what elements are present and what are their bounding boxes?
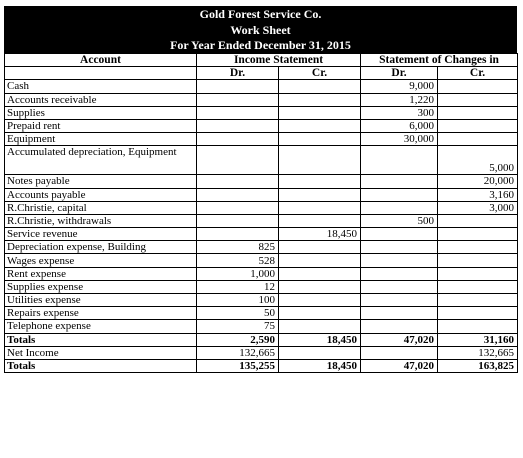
is-dr-header: Dr. [197,67,279,80]
sc-dr-cell [361,267,438,280]
account-cell: Accumulated depreciation, Equipment [5,146,197,175]
sc-dr-cell [361,254,438,267]
sc-cr-cell [438,254,518,267]
account-cell: Rent expense [5,267,197,280]
sc-cr-cell [438,93,518,106]
is-dr-cell: 825 [197,241,279,254]
is-cr-cell [279,146,361,175]
worksheet [4,6,517,373]
is-cr-cell: 18,450 [279,359,361,372]
table-row [5,254,518,267]
table-row [5,175,518,188]
sc-cr-cell [438,119,518,132]
is-cr-cell [279,307,361,320]
sc-cr-cell: 3,160 [438,188,518,201]
is-cr-cell [279,175,361,188]
account-cell: Service revenue [5,228,197,241]
table-row [5,307,518,320]
is-dr-cell [197,80,279,93]
table-row [5,214,518,227]
account-cell: Accounts payable [5,188,197,201]
sc-cr-cell [438,320,518,333]
is-cr-cell [279,119,361,132]
is-cr-cell [279,214,361,227]
sc-cr-cell [438,267,518,280]
sc-dr-cell [361,228,438,241]
is-dr-cell: 2,590 [197,333,279,346]
is-dr-cell: 100 [197,294,279,307]
account-cell: Utilities expense [5,294,197,307]
table-row [5,119,518,132]
worksheet-title: Work Sheet [230,22,291,37]
account-cell: Supplies [5,106,197,119]
is-dr-cell [197,146,279,175]
table-row [5,93,518,106]
is-cr-cell [279,106,361,119]
table-row [5,320,518,333]
table-row [5,228,518,241]
table-row [5,80,518,93]
worksheet-header [4,6,517,53]
account-cell: Totals [5,359,197,372]
account-column-header: Account [5,54,197,67]
sc-dr-cell [361,175,438,188]
income-statement-header: Income Statement [197,54,361,67]
totals-row [5,333,518,346]
company-name: Gold Forest Service Co. [199,7,322,21]
is-cr-cell [279,188,361,201]
sc-dr-cell: 6,000 [361,119,438,132]
is-cr-cell [279,320,361,333]
is-cr-header: Cr. [279,67,361,80]
account-cell: Equipment [5,133,197,146]
is-cr-cell [279,93,361,106]
table-row [5,146,518,175]
is-cr-cell [279,280,361,293]
sc-dr-cell [361,280,438,293]
is-cr-cell [279,254,361,267]
account-subheader-blank [5,67,197,80]
sc-cr-cell: 3,000 [438,201,518,214]
is-dr-cell [197,133,279,146]
sc-cr-cell: 20,000 [438,175,518,188]
is-cr-cell [279,201,361,214]
sc-dr-cell: 300 [361,106,438,119]
is-cr-cell [279,133,361,146]
is-cr-cell: 18,450 [279,228,361,241]
sc-dr-cell: 47,020 [361,359,438,372]
is-dr-cell: 528 [197,254,279,267]
table-row [5,241,518,254]
account-cell: Cash [5,80,197,93]
is-dr-cell: 75 [197,320,279,333]
is-dr-cell [197,93,279,106]
is-dr-cell [197,106,279,119]
is-dr-cell: 135,255 [197,359,279,372]
account-cell: R.Christie, withdrawals [5,214,197,227]
sc-cr-cell [438,241,518,254]
account-cell: Totals [5,333,197,346]
account-cell: Prepaid rent [5,119,197,132]
account-cell: Wages expense [5,254,197,267]
table-row [5,201,518,214]
table-row [5,106,518,119]
sc-cr-cell: 31,160 [438,333,518,346]
is-dr-cell [197,228,279,241]
is-dr-cell: 132,665 [197,346,279,359]
account-cell: Supplies expense [5,280,197,293]
sc-dr-cell: 500 [361,214,438,227]
grand-totals-row [5,359,518,372]
table-row [5,133,518,146]
account-cell: Depreciation expense, Building [5,241,197,254]
sc-dr-cell: 9,000 [361,80,438,93]
is-dr-cell: 50 [197,307,279,320]
sc-dr-cell [361,241,438,254]
sc-cr-cell: 163,825 [438,359,518,372]
account-cell: Accounts receivable [5,93,197,106]
sc-cr-cell [438,214,518,227]
account-cell: R.Christie, capital [5,201,197,214]
sc-cr-cell [438,80,518,93]
account-cell: Telephone expense [5,320,197,333]
is-cr-cell [279,294,361,307]
sc-dr-cell [361,307,438,320]
is-dr-cell [197,188,279,201]
sc-dr-cell [361,320,438,333]
sc-dr-cell [361,188,438,201]
sc-dr-cell: 47,020 [361,333,438,346]
table-row [5,267,518,280]
period-label: For Year Ended December 31, 2015 [170,38,351,53]
changes-header: Statement of Changes in [361,54,518,67]
sc-cr-cell [438,307,518,320]
is-cr-cell: 18,450 [279,333,361,346]
is-cr-cell [279,241,361,254]
is-dr-cell [197,175,279,188]
worksheet-table [4,53,518,373]
account-cell: Notes payable [5,175,197,188]
account-cell: Repairs expense [5,307,197,320]
sc-cr-header: Cr. [438,67,518,80]
sc-dr-cell [361,346,438,359]
table-row [5,280,518,293]
is-dr-cell [197,214,279,227]
is-cr-cell [279,346,361,359]
table-row [5,188,518,201]
sc-dr-cell: 1,220 [361,93,438,106]
sc-cr-cell [438,133,518,146]
account-cell: Net Income [5,346,197,359]
sc-dr-cell [361,146,438,175]
sc-cr-cell: 5,000 [438,146,518,175]
sc-dr-cell [361,294,438,307]
is-dr-cell [197,119,279,132]
sc-cr-cell [438,228,518,241]
sc-dr-header: Dr. [361,67,438,80]
sc-cr-cell [438,280,518,293]
is-cr-cell [279,267,361,280]
table-row [5,294,518,307]
is-dr-cell: 12 [197,280,279,293]
sc-dr-cell: 30,000 [361,133,438,146]
is-dr-cell [197,201,279,214]
net-income-row [5,346,518,359]
sc-cr-cell [438,106,518,119]
sc-cr-cell: 132,665 [438,346,518,359]
is-cr-cell [279,80,361,93]
sc-cr-cell [438,294,518,307]
sc-dr-cell [361,201,438,214]
is-dr-cell: 1,000 [197,267,279,280]
